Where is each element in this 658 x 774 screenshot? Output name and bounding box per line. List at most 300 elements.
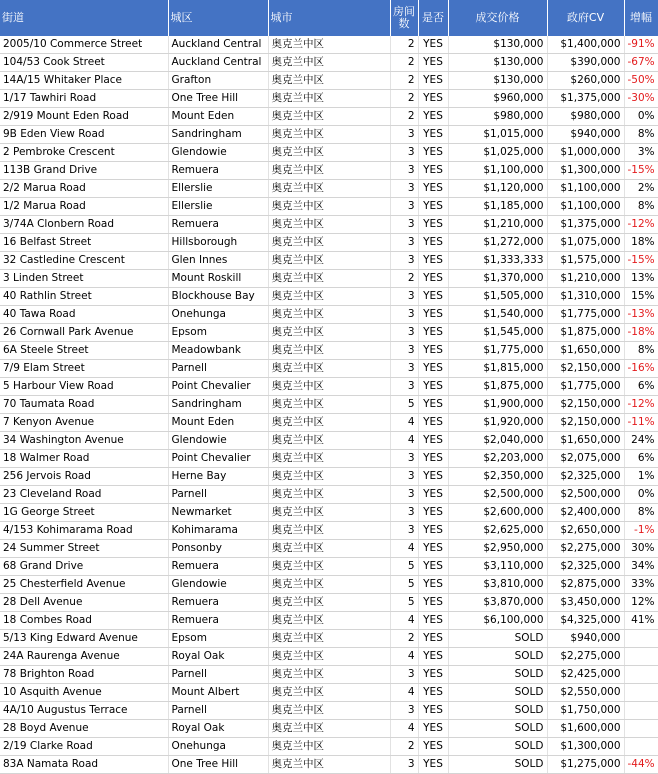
- cell-price: SOLD: [448, 630, 547, 648]
- table-row[interactable]: [0, 540, 658, 558]
- cell-street: 23 Cleveland Road: [0, 486, 168, 504]
- cell-district: Newmarket: [168, 504, 268, 522]
- cell-price: $2,950,000: [448, 540, 547, 558]
- cell-city: 奥克兰中区: [268, 270, 390, 288]
- cell-street: 40 Tawa Road: [0, 306, 168, 324]
- cell-district: Glendowie: [168, 432, 268, 450]
- cell-district: Herne Bay: [168, 468, 268, 486]
- cell-yes: YES: [418, 306, 448, 324]
- cell-growth: -91%: [624, 36, 658, 54]
- cell-yes: YES: [418, 450, 448, 468]
- table-row[interactable]: [0, 252, 658, 270]
- cell-city: 奥克兰中区: [268, 126, 390, 144]
- cell-city: 奥克兰中区: [268, 576, 390, 594]
- cell-street: 1G George Street: [0, 504, 168, 522]
- cell-rooms: 5: [390, 576, 418, 594]
- cell-rooms: 3: [390, 702, 418, 720]
- table-row[interactable]: [0, 306, 658, 324]
- cell-growth: -15%: [624, 162, 658, 180]
- cell-rooms: 3: [390, 180, 418, 198]
- cell-rooms: 3: [390, 468, 418, 486]
- cell-growth: 0%: [624, 108, 658, 126]
- cell-street: 2/2 Marua Road: [0, 180, 168, 198]
- cell-growth: [624, 666, 658, 684]
- table-row[interactable]: [0, 90, 658, 108]
- cell-yes: YES: [418, 396, 448, 414]
- cell-street: 2005/10 Commerce Street: [0, 36, 168, 54]
- cell-city: 奥克兰中区: [268, 504, 390, 522]
- cell-city: 奥克兰中区: [268, 684, 390, 702]
- cell-cv: $2,075,000: [547, 450, 624, 468]
- cell-yes: YES: [418, 756, 448, 774]
- cell-city: 奥克兰中区: [268, 486, 390, 504]
- cell-price: $6,100,000: [448, 612, 547, 630]
- cell-growth: -30%: [624, 90, 658, 108]
- cell-street: 32 Castledine Crescent: [0, 252, 168, 270]
- table-row[interactable]: [0, 72, 658, 90]
- cell-city: 奥克兰中区: [268, 666, 390, 684]
- cell-street: 104/53 Cook Street: [0, 54, 168, 72]
- cell-district: Remuera: [168, 558, 268, 576]
- cell-yes: YES: [418, 648, 448, 666]
- cell-growth: -13%: [624, 306, 658, 324]
- cell-cv: $1,400,000: [547, 36, 624, 54]
- cell-growth: [624, 702, 658, 720]
- table-row[interactable]: [0, 648, 658, 666]
- cell-city: 奥克兰中区: [268, 288, 390, 306]
- cell-cv: $1,775,000: [547, 306, 624, 324]
- cell-street: 70 Taumata Road: [0, 396, 168, 414]
- table-row[interactable]: [0, 324, 658, 342]
- cell-price: $1,920,000: [448, 414, 547, 432]
- cell-district: Auckland Central: [168, 54, 268, 72]
- header-growth[interactable]: 增幅: [624, 0, 658, 36]
- cell-rooms: 3: [390, 234, 418, 252]
- header-cv[interactable]: 政府CV: [547, 0, 624, 36]
- cell-city: 奥克兰中区: [268, 108, 390, 126]
- header-price[interactable]: 成交价格: [448, 0, 547, 36]
- cell-street: 4/153 Kohimarama Road: [0, 522, 168, 540]
- table-row[interactable]: [0, 54, 658, 72]
- cell-growth: 8%: [624, 342, 658, 360]
- cell-price: $130,000: [448, 54, 547, 72]
- cell-cv: $2,400,000: [547, 504, 624, 522]
- cell-growth: [624, 630, 658, 648]
- table-row[interactable]: [0, 630, 658, 648]
- cell-cv: $1,275,000: [547, 756, 624, 774]
- cell-city: 奥克兰中区: [268, 558, 390, 576]
- cell-rooms: 2: [390, 630, 418, 648]
- cell-price: $1,815,000: [448, 360, 547, 378]
- cell-price: $1,272,000: [448, 234, 547, 252]
- cell-rooms: 3: [390, 504, 418, 522]
- cell-cv: $2,275,000: [547, 540, 624, 558]
- cell-yes: YES: [418, 666, 448, 684]
- cell-price: $1,100,000: [448, 162, 547, 180]
- cell-city: 奥克兰中区: [268, 468, 390, 486]
- cell-city: 奥克兰中区: [268, 324, 390, 342]
- cell-rooms: 4: [390, 540, 418, 558]
- cell-growth: 24%: [624, 432, 658, 450]
- cell-district: One Tree Hill: [168, 90, 268, 108]
- cell-growth: 8%: [624, 126, 658, 144]
- cell-yes: YES: [418, 324, 448, 342]
- cell-district: Remuera: [168, 594, 268, 612]
- cell-price: $3,810,000: [448, 576, 547, 594]
- cell-growth: [624, 720, 658, 738]
- cell-cv: $1,575,000: [547, 252, 624, 270]
- cell-growth: -50%: [624, 72, 658, 90]
- cell-growth: 33%: [624, 576, 658, 594]
- cell-cv: $1,650,000: [547, 342, 624, 360]
- table-row[interactable]: [0, 216, 658, 234]
- cell-street: 5/13 King Edward Avenue: [0, 630, 168, 648]
- table-row[interactable]: [0, 558, 658, 576]
- cell-street: 9B Eden View Road: [0, 126, 168, 144]
- table-row[interactable]: [0, 756, 658, 774]
- cell-rooms: 5: [390, 396, 418, 414]
- cell-rooms: 5: [390, 594, 418, 612]
- cell-city: 奥克兰中区: [268, 720, 390, 738]
- cell-cv: $980,000: [547, 108, 624, 126]
- cell-price: $1,875,000: [448, 378, 547, 396]
- cell-rooms: 3: [390, 306, 418, 324]
- cell-cv: $940,000: [547, 630, 624, 648]
- cell-price: SOLD: [448, 720, 547, 738]
- cell-rooms: 3: [390, 144, 418, 162]
- cell-street: 7 Kenyon Avenue: [0, 414, 168, 432]
- cell-city: 奥克兰中区: [268, 648, 390, 666]
- cell-yes: YES: [418, 432, 448, 450]
- cell-city: 奥克兰中区: [268, 180, 390, 198]
- cell-price: $1,210,000: [448, 216, 547, 234]
- cell-street: 2/19 Clarke Road: [0, 738, 168, 756]
- cell-rooms: 2: [390, 72, 418, 90]
- cell-rooms: 4: [390, 720, 418, 738]
- cell-street: 7/9 Elam Street: [0, 360, 168, 378]
- cell-yes: YES: [418, 468, 448, 486]
- cell-district: Hillsborough: [168, 234, 268, 252]
- cell-district: Parnell: [168, 702, 268, 720]
- cell-cv: $2,275,000: [547, 648, 624, 666]
- cell-street: 6A Steele Street: [0, 342, 168, 360]
- cell-price: $2,203,000: [448, 450, 547, 468]
- cell-price: $3,870,000: [448, 594, 547, 612]
- cell-city: 奥克兰中区: [268, 54, 390, 72]
- cell-rooms: 3: [390, 522, 418, 540]
- cell-district: Auckland Central: [168, 36, 268, 54]
- cell-cv: $4,325,000: [547, 612, 624, 630]
- cell-street: 10 Asquith Avenue: [0, 684, 168, 702]
- table-row[interactable]: [0, 198, 658, 216]
- cell-yes: YES: [418, 198, 448, 216]
- cell-cv: $1,875,000: [547, 324, 624, 342]
- cell-rooms: 4: [390, 684, 418, 702]
- cell-street: 3/74A Clonbern Road: [0, 216, 168, 234]
- cell-street: 2 Pembroke Crescent: [0, 144, 168, 162]
- cell-cv: $1,775,000: [547, 378, 624, 396]
- table-row[interactable]: [0, 414, 658, 432]
- cell-cv: $1,300,000: [547, 738, 624, 756]
- cell-rooms: 3: [390, 324, 418, 342]
- cell-rooms: 3: [390, 756, 418, 774]
- cell-rooms: 5: [390, 558, 418, 576]
- cell-cv: $1,375,000: [547, 90, 624, 108]
- table-row[interactable]: [0, 270, 658, 288]
- cell-cv: $1,750,000: [547, 702, 624, 720]
- cell-street: 256 Jervois Road: [0, 468, 168, 486]
- table-row[interactable]: [0, 360, 658, 378]
- cell-growth: [624, 684, 658, 702]
- cell-district: Remuera: [168, 612, 268, 630]
- table-row[interactable]: [0, 180, 658, 198]
- cell-street: 83A Namata Road: [0, 756, 168, 774]
- table-header: [0, 0, 658, 36]
- cell-growth: 6%: [624, 450, 658, 468]
- cell-yes: YES: [418, 36, 448, 54]
- cell-street: 28 Dell Avenue: [0, 594, 168, 612]
- table-row[interactable]: [0, 126, 658, 144]
- cell-city: 奥克兰中区: [268, 594, 390, 612]
- cell-district: Mount Roskill: [168, 270, 268, 288]
- table-row[interactable]: [0, 378, 658, 396]
- cell-yes: YES: [418, 270, 448, 288]
- cell-price: SOLD: [448, 702, 547, 720]
- cell-district: Epsom: [168, 630, 268, 648]
- cell-cv: $2,650,000: [547, 522, 624, 540]
- cell-price: $2,625,000: [448, 522, 547, 540]
- table-row[interactable]: [0, 612, 658, 630]
- cell-cv: $2,150,000: [547, 360, 624, 378]
- table-row[interactable]: [0, 522, 658, 540]
- cell-cv: $260,000: [547, 72, 624, 90]
- header-city[interactable]: 城市: [268, 0, 390, 36]
- cell-cv: $1,300,000: [547, 162, 624, 180]
- header-street[interactable]: 街道: [0, 0, 168, 36]
- cell-district: Point Chevalier: [168, 450, 268, 468]
- cell-street: 78 Brighton Road: [0, 666, 168, 684]
- table-row[interactable]: [0, 108, 658, 126]
- table-row[interactable]: [0, 702, 658, 720]
- cell-district: Epsom: [168, 324, 268, 342]
- cell-rooms: 2: [390, 738, 418, 756]
- cell-growth: 0%: [624, 486, 658, 504]
- cell-district: Parnell: [168, 360, 268, 378]
- cell-yes: YES: [418, 738, 448, 756]
- cell-cv: $2,550,000: [547, 684, 624, 702]
- table-row[interactable]: [0, 432, 658, 450]
- cell-yes: YES: [418, 630, 448, 648]
- cell-price: SOLD: [448, 666, 547, 684]
- cell-city: 奥克兰中区: [268, 738, 390, 756]
- table-row[interactable]: [0, 594, 658, 612]
- table-row[interactable]: [0, 342, 658, 360]
- cell-growth: [624, 738, 658, 756]
- cell-district: Ellerslie: [168, 180, 268, 198]
- cell-cv: $1,100,000: [547, 180, 624, 198]
- cell-city: 奥克兰中区: [268, 432, 390, 450]
- table-row[interactable]: [0, 666, 658, 684]
- cell-district: Blockhouse Bay: [168, 288, 268, 306]
- cell-growth: 2%: [624, 180, 658, 198]
- cell-district: Remuera: [168, 162, 268, 180]
- cell-price: $3,110,000: [448, 558, 547, 576]
- table-row[interactable]: [0, 144, 658, 162]
- cell-price: $1,120,000: [448, 180, 547, 198]
- cell-growth: -18%: [624, 324, 658, 342]
- cell-price: $960,000: [448, 90, 547, 108]
- cell-yes: YES: [418, 126, 448, 144]
- cell-price: SOLD: [448, 756, 547, 774]
- cell-rooms: 3: [390, 216, 418, 234]
- cell-price: SOLD: [448, 738, 547, 756]
- table-row[interactable]: [0, 288, 658, 306]
- cell-price: $1,900,000: [448, 396, 547, 414]
- cell-yes: YES: [418, 378, 448, 396]
- cell-growth: -1%: [624, 522, 658, 540]
- cell-rooms: 2: [390, 270, 418, 288]
- cell-district: Sandringham: [168, 396, 268, 414]
- cell-growth: [624, 648, 658, 666]
- cell-yes: YES: [418, 180, 448, 198]
- cell-street: 18 Walmer Road: [0, 450, 168, 468]
- cell-growth: -67%: [624, 54, 658, 72]
- cell-district: Mount Eden: [168, 108, 268, 126]
- cell-city: 奥克兰中区: [268, 450, 390, 468]
- cell-price: $1,370,000: [448, 270, 547, 288]
- cell-cv: $1,650,000: [547, 432, 624, 450]
- cell-yes: YES: [418, 252, 448, 270]
- cell-city: 奥克兰中区: [268, 522, 390, 540]
- cell-district: Parnell: [168, 666, 268, 684]
- cell-city: 奥克兰中区: [268, 360, 390, 378]
- table-row[interactable]: [0, 486, 658, 504]
- cell-price: $1,025,000: [448, 144, 547, 162]
- table-row[interactable]: [0, 576, 658, 594]
- cell-yes: YES: [418, 522, 448, 540]
- cell-city: 奥克兰中区: [268, 252, 390, 270]
- cell-rooms: 3: [390, 126, 418, 144]
- cell-yes: YES: [418, 108, 448, 126]
- cell-cv: $2,875,000: [547, 576, 624, 594]
- cell-city: 奥克兰中区: [268, 342, 390, 360]
- cell-city: 奥克兰中区: [268, 162, 390, 180]
- cell-price: $1,185,000: [448, 198, 547, 216]
- cell-district: Glen Innes: [168, 252, 268, 270]
- cell-district: Point Chevalier: [168, 378, 268, 396]
- cell-price: $2,500,000: [448, 486, 547, 504]
- cell-growth: -11%: [624, 414, 658, 432]
- cell-cv: $1,075,000: [547, 234, 624, 252]
- cell-city: 奥克兰中区: [268, 756, 390, 774]
- cell-district: Sandringham: [168, 126, 268, 144]
- cell-price: $1,775,000: [448, 342, 547, 360]
- cell-rooms: 3: [390, 342, 418, 360]
- cell-yes: YES: [418, 540, 448, 558]
- cell-street: 34 Washington Avenue: [0, 432, 168, 450]
- cell-street: 14A/15 Whitaker Place: [0, 72, 168, 90]
- cell-cv: $390,000: [547, 54, 624, 72]
- cell-yes: YES: [418, 612, 448, 630]
- cell-yes: YES: [418, 576, 448, 594]
- header-yes[interactable]: 是否: [418, 0, 448, 36]
- table-row[interactable]: [0, 234, 658, 252]
- table-row[interactable]: [0, 720, 658, 738]
- cell-growth: 34%: [624, 558, 658, 576]
- table-row[interactable]: [0, 738, 658, 756]
- cell-rooms: 3: [390, 666, 418, 684]
- cell-city: 奥克兰中区: [268, 378, 390, 396]
- cell-growth: -12%: [624, 396, 658, 414]
- cell-price: SOLD: [448, 648, 547, 666]
- cell-street: 1/17 Tawhiri Road: [0, 90, 168, 108]
- cell-growth: -16%: [624, 360, 658, 378]
- cell-yes: YES: [418, 594, 448, 612]
- cell-rooms: 3: [390, 450, 418, 468]
- cell-growth: 3%: [624, 144, 658, 162]
- header-district[interactable]: 城区: [168, 0, 268, 36]
- cell-street: 24A Raurenga Avenue: [0, 648, 168, 666]
- cell-yes: YES: [418, 414, 448, 432]
- cell-growth: -12%: [624, 216, 658, 234]
- cell-cv: $2,150,000: [547, 414, 624, 432]
- cell-street: 18 Combes Road: [0, 612, 168, 630]
- cell-rooms: 4: [390, 612, 418, 630]
- cell-rooms: 3: [390, 360, 418, 378]
- cell-cv: $940,000: [547, 126, 624, 144]
- cell-cv: $1,375,000: [547, 216, 624, 234]
- table-row[interactable]: [0, 450, 658, 468]
- cell-yes: YES: [418, 162, 448, 180]
- cell-district: Glendowie: [168, 576, 268, 594]
- cell-rooms: 2: [390, 36, 418, 54]
- cell-district: Glendowie: [168, 144, 268, 162]
- cell-yes: YES: [418, 288, 448, 306]
- cell-price: $980,000: [448, 108, 547, 126]
- cell-growth: 6%: [624, 378, 658, 396]
- cell-cv: $1,310,000: [547, 288, 624, 306]
- cell-yes: YES: [418, 360, 448, 378]
- cell-growth: 8%: [624, 198, 658, 216]
- cell-street: 4A/10 Augustus Terrace: [0, 702, 168, 720]
- cell-city: 奥克兰中区: [268, 396, 390, 414]
- cell-yes: YES: [418, 54, 448, 72]
- cell-growth: 12%: [624, 594, 658, 612]
- cell-price: $130,000: [448, 72, 547, 90]
- cell-city: 奥克兰中区: [268, 234, 390, 252]
- cell-yes: YES: [418, 486, 448, 504]
- cell-district: Royal Oak: [168, 720, 268, 738]
- cell-street: 113B Grand Drive: [0, 162, 168, 180]
- cell-city: 奥克兰中区: [268, 306, 390, 324]
- header-rooms[interactable]: 房间数: [390, 0, 418, 36]
- cell-rooms: 3: [390, 486, 418, 504]
- cell-city: 奥克兰中区: [268, 198, 390, 216]
- cell-street: 3 Linden Street: [0, 270, 168, 288]
- cell-rooms: 3: [390, 378, 418, 396]
- table-row[interactable]: [0, 504, 658, 522]
- cell-growth: 18%: [624, 234, 658, 252]
- cell-yes: YES: [418, 144, 448, 162]
- cell-district: Ellerslie: [168, 198, 268, 216]
- table-row[interactable]: [0, 684, 658, 702]
- cell-district: Onehunga: [168, 738, 268, 756]
- table-row[interactable]: [0, 162, 658, 180]
- table-row[interactable]: [0, 468, 658, 486]
- table-row[interactable]: [0, 396, 658, 414]
- table-row[interactable]: [0, 36, 658, 54]
- cell-growth: 30%: [624, 540, 658, 558]
